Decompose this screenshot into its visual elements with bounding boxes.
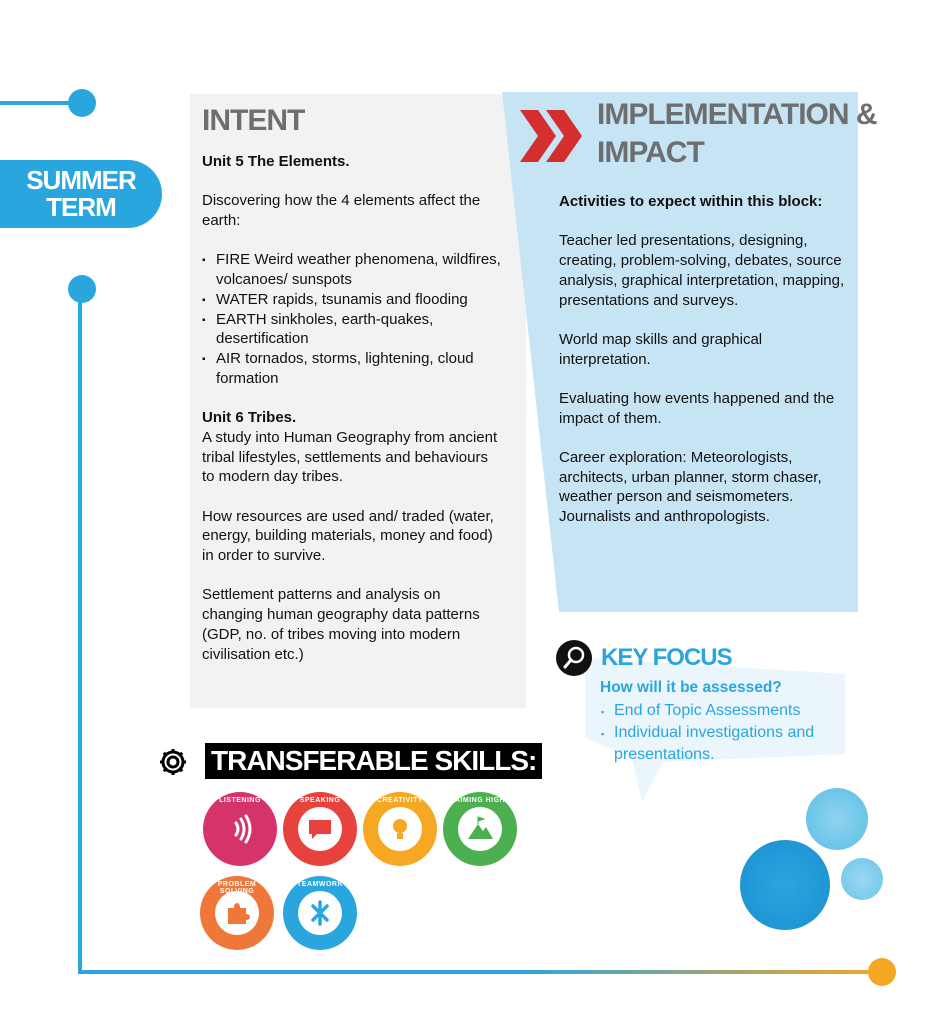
skill-label: SPEAKING (299, 797, 341, 804)
timeline-bottom-line (78, 970, 878, 974)
term-line-2: TERM (46, 192, 116, 222)
implementation-paragraph-2: World map skills and graphical interpretation. (559, 330, 763, 368)
mountain-flag-icon (458, 807, 502, 851)
list-item: ▪ End of Topic Assessments (614, 700, 864, 722)
skill-aiming-high (443, 792, 517, 866)
skill-speaking (283, 792, 357, 866)
listening-icon (218, 807, 262, 851)
list-item: ▪ EARTH sinkholes, earth-quakes, desertification (216, 310, 502, 349)
skill-problem-solving (200, 876, 274, 950)
assessment-list (600, 700, 864, 766)
lightbulb-icon (378, 807, 422, 851)
chevrons-icon (516, 104, 588, 168)
key-focus-question: How will it be assessed? (600, 679, 782, 696)
term-badge (0, 160, 162, 228)
timeline-dot-end (868, 958, 896, 986)
gear-icon (156, 745, 190, 779)
unit6-paragraph-1: A study into Human Geography from ancient tribal lifestyles, settlements and behaviours to modern day tribes. (202, 428, 498, 486)
unit6-title: Unit 6 Tribes. (202, 409, 297, 427)
implementation-title-line-1: IMPLEMENTATION & (597, 98, 877, 131)
list-item: ▪ AIR tornados, storms, lightening, cloud formation (216, 349, 502, 388)
skill-label: AIMING HIGH (454, 797, 506, 804)
term-line-1: SUMMER (26, 165, 136, 195)
timeline-top-line (0, 101, 78, 105)
decorative-splash (740, 840, 830, 930)
list-item: ▪ WATER rapids, tsunamis and flooding (216, 290, 502, 310)
timeline-dot-top (68, 89, 96, 117)
implementation-paragraph-1: Teacher led presentations, designing, creating, problem-solving, debates, source analysis, graphical interpretation, mapping, presentations and surveys. (559, 232, 845, 309)
timeline-dot-middle (68, 275, 96, 303)
implementation-body (559, 192, 849, 547)
skill-label: PROBLEM SOLVING (217, 881, 257, 895)
skill-label: TEAMWORK (297, 881, 343, 888)
skill-label: CREATIVITY (376, 797, 424, 804)
list-item: ▪ FIRE Weird weather phenomena, wildfires, volcanoes/ sunspots (216, 250, 502, 289)
decorative-splash (806, 788, 868, 850)
timeline-vertical-line (78, 288, 82, 974)
unit6-paragraph-3: Settlement patterns and analysis on changing human geography data patterns (GDP, no. of tribes moving into modern civilisation etc.) (202, 586, 480, 663)
activities-heading: Activities to expect within this block: (559, 193, 823, 210)
implementation-paragraph-3: Evaluating how events happened and the impact of them. (559, 389, 835, 427)
decorative-splash (841, 858, 883, 900)
implementation-title-line-2: IMPACT (597, 136, 704, 169)
implementation-title (597, 96, 877, 172)
skill-creativity (363, 792, 437, 866)
unit5-title: Unit 5 The Elements. (202, 153, 350, 170)
skill-label: LISTENING (219, 797, 261, 804)
unit5-intro: Discovering how the 4 elements affect the earth: (202, 192, 481, 230)
implementation-paragraph-4: Career exploration: Meteorologists, architects, urban planner, storm chaser, weather person and seismometers. Journalists and anthropologists. (559, 449, 822, 526)
elements-list (202, 250, 502, 388)
skill-listening (203, 792, 277, 866)
speech-bubble-icon (298, 807, 342, 851)
intent-body (202, 152, 502, 684)
intent-title: INTENT (202, 104, 305, 137)
unit6-paragraph-2: How resources are used and/ traded (water, energy, building materials, money and food) in order to survive. (202, 507, 494, 564)
magnifier-icon (556, 640, 592, 676)
skill-teamwork (283, 876, 357, 950)
list-item: ▪ Individual investigations and presentations. (614, 722, 864, 766)
puzzle-icon (215, 891, 259, 935)
teamwork-icon (298, 891, 342, 935)
key-focus-title: KEY FOCUS (601, 644, 732, 671)
transferable-skills-title: TRANSFERABLE SKILLS: (205, 743, 542, 779)
